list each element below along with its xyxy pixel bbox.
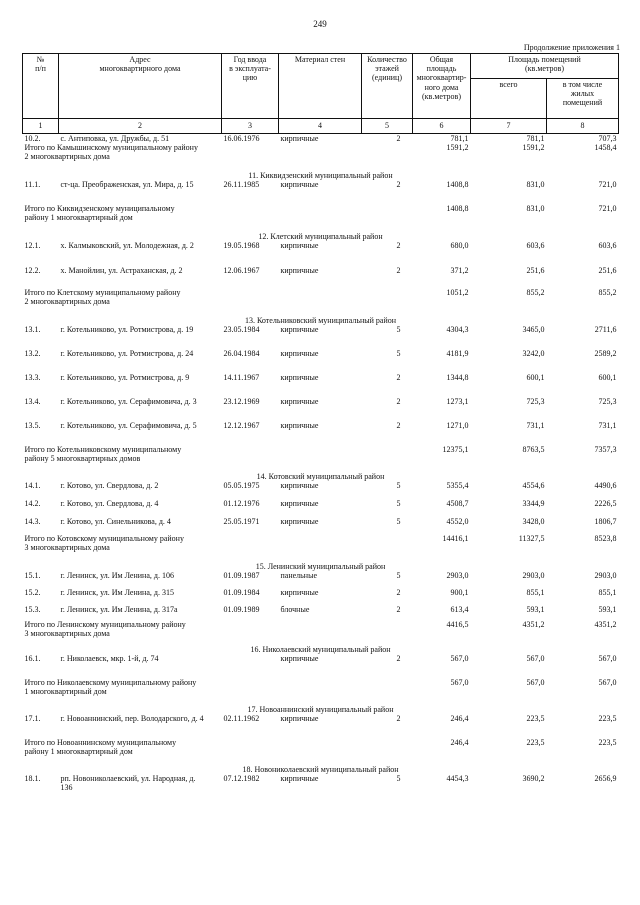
district-heading: 11. Киквидзенский муниципальный район — [248, 171, 393, 180]
header-premises-area: Площадь помещений (кв.метров) — [471, 54, 619, 79]
row-material: кирпичные — [280, 266, 319, 276]
row-address: г. Котельниково, ул. Ротмистрова, д. 9 — [60, 373, 190, 383]
subtotal-living-area: 855,2 — [598, 288, 617, 298]
row-total-area: 5355,4 — [446, 481, 469, 491]
subtotal-label: Итого по Новоаннинскому муниципальному району 1 многоквартирный дом — [24, 738, 177, 757]
row-total-area: 613,4 — [450, 605, 469, 615]
table-row — [23, 499, 619, 517]
subtotal-premises-area: 8763,5 — [522, 445, 545, 455]
row-address: г. Котельниково, ул. Серафимовича, д. 5 — [60, 421, 197, 431]
row-year: 01.12.1976 — [223, 499, 260, 509]
row-number: 10.2. — [24, 134, 41, 143]
row-number: 14.2. — [24, 499, 41, 509]
header-floors: Количество этажей (единиц) — [362, 54, 413, 119]
subtotal-living-area: 7357,3 — [594, 445, 617, 455]
district-header-row — [23, 313, 619, 325]
continuation-note: Продолжение приложения 1 — [523, 43, 620, 52]
row-living-area: 567,0 — [598, 654, 617, 664]
row-living-area: 721,0 — [598, 180, 617, 190]
row-material: кирпичные — [280, 134, 319, 143]
row-total-area: 1273,1 — [446, 397, 469, 407]
row-number: 12.2. — [24, 266, 41, 276]
row-number: 13.5. — [24, 421, 41, 431]
col-number-3: 3 — [222, 119, 279, 134]
row-total-area: 371,2 — [450, 266, 469, 276]
row-living-area: 4490,6 — [594, 481, 617, 491]
district-heading: 16. Николаевский муниципальный район — [250, 645, 391, 654]
row-total-area: 4304,3 — [446, 325, 469, 335]
row-address: г. Ленинск, ул. Им Ленина, д. 315 — [60, 588, 174, 598]
row-material: кирпичные — [280, 714, 319, 724]
row-address: г. Ленинск, ул. Им Ленина, д. 317а — [60, 605, 178, 615]
row-year: 25.05.1971 — [223, 517, 260, 527]
row-premises-area: 781,1 — [526, 134, 545, 143]
row-living-area: 855,1 — [598, 588, 617, 598]
col-number-5: 5 — [362, 119, 413, 134]
row-living-area: 603,6 — [598, 241, 617, 251]
row-floors: 2 — [396, 373, 401, 383]
subtotal-label: Итого по Николаевскому муниципальному району 1 многоквартирный дом — [24, 678, 197, 697]
row-number: 13.2. — [24, 349, 41, 359]
subtotal-label: Итого по Клетскому муниципальному району 2 многоквартирных дома — [24, 288, 181, 307]
row-total-area: 1408,8 — [446, 180, 469, 190]
row-number: 18.1. — [24, 774, 41, 784]
col-number-8: 8 — [547, 119, 619, 134]
row-number: 13.4. — [24, 397, 41, 407]
row-material: кирпичные — [280, 774, 319, 784]
subtotal-row — [23, 204, 619, 229]
subtotal-total-area: 4416,5 — [446, 620, 469, 630]
row-material: кирпичные — [280, 349, 319, 359]
row-number: 13.3. — [24, 373, 41, 383]
header-total-area: Общая площадь многоквартир- ного дома (кв.метров) — [413, 54, 471, 119]
district-heading: 14. Котовский муниципальный район — [256, 472, 385, 481]
row-floors: 2 — [396, 266, 401, 276]
subtotal-living-area: 721,0 — [598, 204, 617, 214]
header-num: № п/п — [23, 54, 59, 119]
row-number: 14.1. — [24, 481, 41, 491]
row-premises-area: 251,6 — [526, 266, 545, 276]
table-row — [23, 266, 619, 288]
row-floors: 5 — [396, 571, 401, 581]
row-year: 02.11.1962 — [223, 714, 260, 724]
row-address: г. Новоаннинский, пер. Володарского, д. 4 — [60, 714, 204, 724]
row-living-area: 2656,9 — [594, 774, 617, 784]
subtotal-row — [23, 738, 619, 762]
row-address: г. Котово, ул. Свердлова, д. 4 — [60, 499, 159, 509]
row-material: панельные — [280, 571, 318, 581]
row-living-area: 2589,2 — [594, 349, 617, 359]
page-number: 249 — [313, 19, 327, 29]
row-material: кирпичные — [280, 373, 319, 383]
row-premises-area: 3242,0 — [522, 349, 545, 359]
row-material: кирпичные — [280, 180, 319, 190]
row-premises-area: 567,0 — [526, 654, 545, 664]
row-total-area: 2903,0 — [446, 571, 469, 581]
row-number: 12.1. — [24, 241, 41, 251]
row-premises-area: 731,1 — [526, 421, 545, 431]
row-year: 14.11.1967 — [223, 373, 260, 383]
row-living-area: 2226,5 — [594, 499, 617, 509]
subtotal-premises-area: 831,0 — [526, 204, 545, 214]
subtotal-living-area: 567,0 — [598, 678, 617, 688]
subtotal-label: Итого по Киквидзенскому муниципальному району 1 многоквартирный дом — [24, 204, 175, 223]
subtotal-living-area: 4351,2 — [594, 620, 617, 630]
subtotal-row — [23, 445, 619, 469]
col-number-4: 4 — [279, 119, 362, 134]
row-address: с. Антиповка, ул. Дружбы, д. 51 — [60, 134, 170, 143]
table-row — [23, 241, 619, 266]
row-material: кирпичные — [280, 654, 319, 664]
row-total-area: 680,0 — [450, 241, 469, 251]
row-material: кирпичные — [280, 241, 319, 251]
row-address: г. Котельниково, ул. Ротмистрова, д. 24 — [60, 349, 194, 359]
subtotal-label: Итого по Котовскому муниципальному району 3 многоквартирных дома — [24, 534, 184, 553]
row-living-area: 2711,6 — [594, 325, 617, 335]
row-address: г. Котельниково, ул. Серафимовича, д. 3 — [60, 397, 197, 407]
row-year — [222, 654, 279, 678]
table-row — [23, 373, 619, 397]
row-material: кирпичные — [280, 325, 319, 335]
row-premises-area: 855,1 — [526, 588, 545, 598]
subtotal-row — [23, 143, 619, 168]
row-material: кирпичные — [280, 421, 319, 431]
row-address: г. Котельниково, ул. Ротмистрова, д. 19 — [60, 325, 194, 335]
subtotal-total-area: 246,4 — [450, 738, 469, 748]
row-floors: 2 — [396, 421, 401, 431]
row-living-area: 725,3 — [598, 397, 617, 407]
subtotal-total-area: 1591,2 — [446, 143, 469, 153]
subtotal-premises-area: 1591,2 — [522, 143, 545, 153]
row-living-area: 600,1 — [598, 373, 617, 383]
row-floors: 5 — [396, 325, 401, 335]
subtotal-living-area: 223,5 — [598, 738, 617, 748]
district-heading: 13. Котельниковский муниципальный район — [244, 316, 397, 325]
district-header-row — [23, 762, 619, 774]
col-number-1: 1 — [23, 119, 59, 134]
row-living-area: 1806,7 — [594, 517, 617, 527]
row-number: 17.1. — [24, 714, 41, 724]
table-row — [23, 397, 619, 421]
table-row — [23, 134, 619, 144]
row-living-area: 223,5 — [598, 714, 617, 724]
table-row — [23, 605, 619, 620]
row-year: 01.09.1984 — [223, 588, 260, 598]
row-year: 05.05.1975 — [223, 481, 260, 491]
row-year: 16.06.1976 — [223, 134, 260, 143]
row-address: х. Манойлин, ул. Астраханская, д. 2 — [60, 266, 183, 276]
table-row — [23, 349, 619, 373]
row-premises-area: 223,5 — [526, 714, 545, 724]
row-floors: 5 — [396, 499, 401, 509]
subtotal-premises-area: 4351,2 — [522, 620, 545, 630]
header-year: Год ввода в эксплуата- цию — [222, 54, 279, 119]
row-material: блочные — [280, 605, 310, 615]
row-living-area: 731,1 — [598, 421, 617, 431]
district-heading: 12. Клетский муниципальный район — [258, 232, 383, 241]
table-row — [23, 588, 619, 605]
row-premises-area: 831,0 — [526, 180, 545, 190]
subtotal-total-area: 12375,1 — [442, 445, 469, 455]
table-row — [23, 180, 619, 204]
subtotal-total-area: 567,0 — [450, 678, 469, 688]
district-header-row — [23, 168, 619, 180]
header-premises-living: в том числе жилых помещений — [547, 79, 619, 119]
header-material: Материал стен — [279, 54, 362, 119]
row-total-area: 1344,8 — [446, 373, 469, 383]
row-total-area: 781,1 — [450, 134, 469, 143]
row-number: 16.1. — [24, 654, 41, 664]
row-floors: 2 — [396, 134, 401, 143]
subtotal-premises-area: 855,2 — [526, 288, 545, 298]
row-premises-area: 3465,0 — [522, 325, 545, 335]
row-floors: 2 — [396, 654, 401, 664]
row-premises-area: 593,1 — [526, 605, 545, 615]
col-number-7: 7 — [471, 119, 547, 134]
row-premises-area: 603,6 — [526, 241, 545, 251]
district-heading: 18. Новониколаевский муниципальный район — [242, 765, 399, 774]
row-material: кирпичные — [280, 481, 319, 491]
row-floors: 2 — [396, 714, 401, 724]
row-address: г. Ленинск, ул. Им Ленина, д. 106 — [60, 571, 174, 581]
row-floors: 2 — [396, 241, 401, 251]
subtotal-living-area: 1458,4 — [594, 143, 617, 153]
row-total-area: 4181,9 — [446, 349, 469, 359]
subtotal-total-area: 1051,2 — [446, 288, 469, 298]
subtotal-label: Итого по Котельниковскому муниципальному району 5 многоквартирных домов — [24, 445, 182, 464]
row-number: 14.3. — [24, 517, 41, 527]
row-year: 19.05.1968 — [223, 241, 260, 251]
row-floors: 2 — [396, 397, 401, 407]
table-row — [23, 517, 619, 534]
row-living-area: 707,3 — [598, 134, 617, 143]
row-year: 26.11.1985 — [223, 180, 260, 190]
district-header-row — [23, 229, 619, 241]
row-living-area: 2903,0 — [594, 571, 617, 581]
row-total-area: 4552,0 — [446, 517, 469, 527]
row-floors: 2 — [396, 588, 401, 598]
row-address: х. Калмыковский, ул. Молодежная, д. 2 — [60, 241, 194, 251]
table-row — [23, 714, 619, 738]
row-number: 13.1. — [24, 325, 41, 335]
subtotal-living-area: 8523,8 — [594, 534, 617, 544]
subtotal-row — [23, 678, 619, 702]
table-row — [23, 421, 619, 445]
row-address: рп. Новониколаевский, ул. Народная, д. 136 — [60, 774, 196, 793]
row-material: кирпичные — [280, 397, 319, 407]
row-address: г. Котово, ул. Свердлова, д. 2 — [60, 481, 159, 491]
apartment-buildings-table — [22, 53, 619, 800]
row-material: кирпичные — [280, 517, 319, 527]
row-total-area: 567,0 — [450, 654, 469, 664]
row-premises-area: 2903,0 — [522, 571, 545, 581]
subtotal-row — [23, 534, 619, 559]
row-total-area: 1271,0 — [446, 421, 469, 431]
district-header-row — [23, 642, 619, 654]
row-floors: 5 — [396, 349, 401, 359]
table-row — [23, 571, 619, 588]
row-total-area: 4508,7 — [446, 499, 469, 509]
row-floors: 5 — [396, 481, 401, 491]
subtotal-total-area: 14416,1 — [442, 534, 469, 544]
table-row — [23, 325, 619, 349]
row-number: 15.3. — [24, 605, 41, 615]
row-living-area: 593,1 — [598, 605, 617, 615]
row-address: г. Котово, ул. Синельникова, д. 4 — [60, 517, 171, 527]
district-heading: 17. Новоаннинский муниципальный район — [247, 705, 394, 714]
row-year: 01.09.1987 — [223, 571, 260, 581]
table-body — [23, 134, 619, 801]
row-premises-area: 3428,0 — [522, 517, 545, 527]
subtotal-label: Итого по Камышинскому муниципальному району 2 многоквартирных дома — [24, 143, 198, 162]
row-year: 07.12.1982 — [223, 774, 260, 784]
subtotal-total-area: 1408,8 — [446, 204, 469, 214]
row-premises-area: 600,1 — [526, 373, 545, 383]
subtotal-premises-area: 567,0 — [526, 678, 545, 688]
subtotal-label: Итого по Ленинскому муниципальному району 3 многоквартирных дома — [24, 620, 186, 639]
row-address: г. Николаевск, мкр. 1-й, д. 74 — [60, 654, 159, 664]
col-number-2: 2 — [59, 119, 222, 134]
row-floors: 5 — [396, 517, 401, 527]
row-premises-area: 3344,9 — [522, 499, 545, 509]
header-premises-all: всего — [471, 79, 547, 119]
col-number-6: 6 — [413, 119, 471, 134]
row-premises-area: 3690,2 — [522, 774, 545, 784]
row-year: 12.12.1967 — [223, 421, 260, 431]
row-number: 15.1. — [24, 571, 41, 581]
row-floors: 5 — [396, 774, 401, 784]
row-total-area: 900,1 — [450, 588, 469, 598]
row-year: 26.04.1984 — [223, 349, 260, 359]
subtotal-premises-area: 223,5 — [526, 738, 545, 748]
row-year: 01.09.1989 — [223, 605, 260, 615]
subtotal-row — [23, 288, 619, 313]
row-living-area: 251,6 — [598, 266, 617, 276]
subtotal-premises-area: 11327,5 — [518, 534, 545, 544]
row-premises-area: 4554,6 — [522, 481, 545, 491]
row-number: 15.2. — [24, 588, 41, 598]
table-row — [23, 654, 619, 678]
row-material: кирпичные — [280, 588, 319, 598]
subtotal-row — [23, 620, 619, 642]
row-total-area: 246,4 — [450, 714, 469, 724]
row-year: 23.12.1969 — [223, 397, 260, 407]
row-floors: 2 — [396, 180, 401, 190]
row-material: кирпичные — [280, 499, 319, 509]
table-row — [23, 774, 619, 800]
district-heading: 15. Ленинский муниципальный район — [255, 562, 386, 571]
row-premises-area: 725,3 — [526, 397, 545, 407]
row-total-area: 4454,3 — [446, 774, 469, 784]
district-header-row — [23, 559, 619, 571]
table-row — [23, 481, 619, 499]
district-header-row — [23, 469, 619, 481]
row-address: ст-ца. Преображенская, ул. Мира, д. 15 — [60, 180, 194, 190]
row-year: 23.05.1984 — [223, 325, 260, 335]
row-year: 12.06.1967 — [223, 266, 260, 276]
row-floors: 2 — [396, 605, 401, 615]
header-address: Адрес многоквартирного дома — [59, 54, 222, 119]
district-header-row — [23, 702, 619, 714]
row-number: 11.1. — [24, 180, 41, 190]
